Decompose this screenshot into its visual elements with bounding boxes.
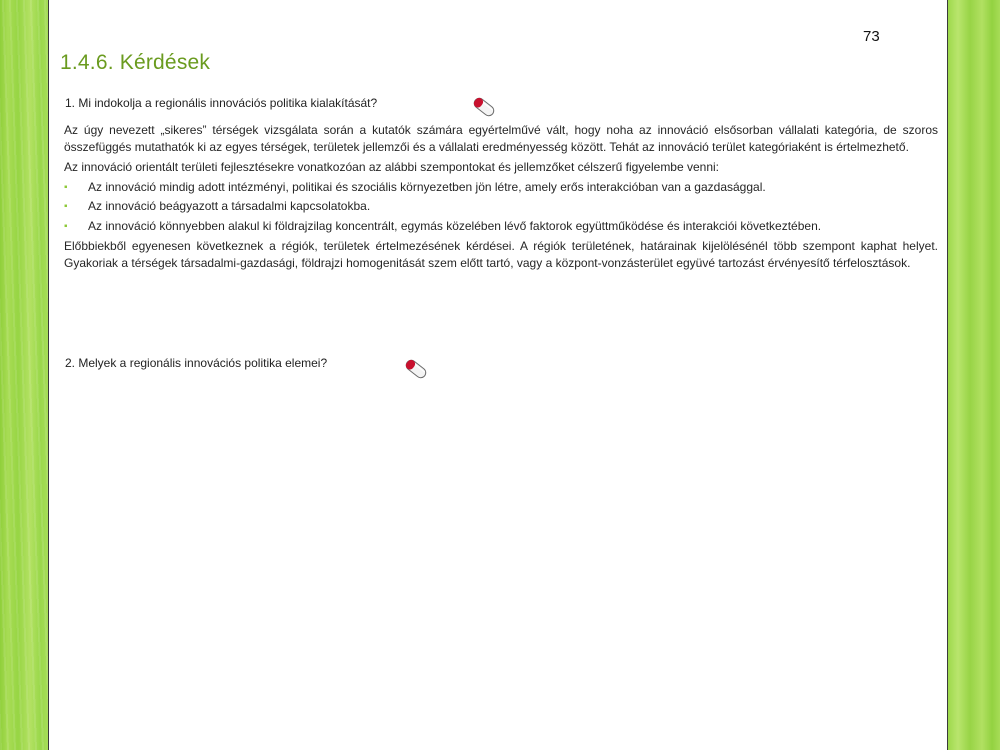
pushpin-icon[interactable] bbox=[471, 96, 497, 118]
answer-1-paragraph-3: Előbbiekből egyenesen következnek a régiók, területek értelmezésének kérdései. A régiók területének, határainak kijelölésénél több szempont kaphat helyet. Gyakoriak a térségek társadalmi-gazdasági, földrajzi homogenitását szem előtt tartó, vagy a központ-vonzásterület együvé tartozást érvényesítő térfelosztások. bbox=[64, 239, 938, 271]
left-background-strip bbox=[0, 0, 48, 750]
question-1-text: 1. Mi indokolja a regionális innovációs politika kialakítását? bbox=[65, 96, 378, 110]
page-number: 73 bbox=[863, 28, 880, 45]
document-page bbox=[48, 0, 948, 750]
section-title: 1.4.6. Kérdések bbox=[60, 51, 211, 74]
answer-1-paragraph-2: Az innováció orientált területi fejlesztésekre vonatkozóan az alábbi szempontokat és jellemzőket célszerű figyelembe venni: bbox=[64, 160, 720, 175]
bullet-icon: ▪ bbox=[64, 181, 68, 193]
bullet-icon: ▪ bbox=[64, 221, 68, 233]
bullet-icon: ▪ bbox=[64, 201, 68, 213]
list-item-text: Az innováció könnyebben alakul ki földrajzilag koncentrált, egymás közelében lévő faktorok együttműködése és interakciói következtében. bbox=[88, 219, 822, 234]
pushpin-icon[interactable] bbox=[403, 358, 429, 380]
question-1 bbox=[65, 95, 925, 119]
question-2 bbox=[65, 355, 925, 379]
right-background-strip bbox=[948, 0, 1000, 750]
answer-1-body bbox=[64, 122, 938, 272]
list-item-text: Az innováció beágyazott a társadalmi kapcsolatokba. bbox=[88, 199, 371, 214]
question-2-text: 2. Melyek a regionális innovációs politika elemei? bbox=[65, 356, 328, 370]
list-item-text: Az innováció mindig adott intézményi, politikai és szociális környezetben jön létre, amely erős interakcióban van a gazdasággal. bbox=[88, 179, 766, 194]
answer-1-bullet-list bbox=[64, 179, 938, 236]
list-item bbox=[64, 198, 938, 215]
list-item bbox=[64, 179, 938, 196]
list-item bbox=[64, 218, 938, 235]
answer-1-paragraph-1: Az úgy nevezett „sikeres” térségek vizsgálata során a kutatók számára egyértelművé vált, hogy noha az innováció elsősorban vállalati kategória, de szoros összefüggés mutathatók ki az egyes térségek, területek jellemzői és a vállalati eredményesség között. Tehát az innováció terület kategóriaként is értelmezhető. bbox=[64, 123, 938, 155]
